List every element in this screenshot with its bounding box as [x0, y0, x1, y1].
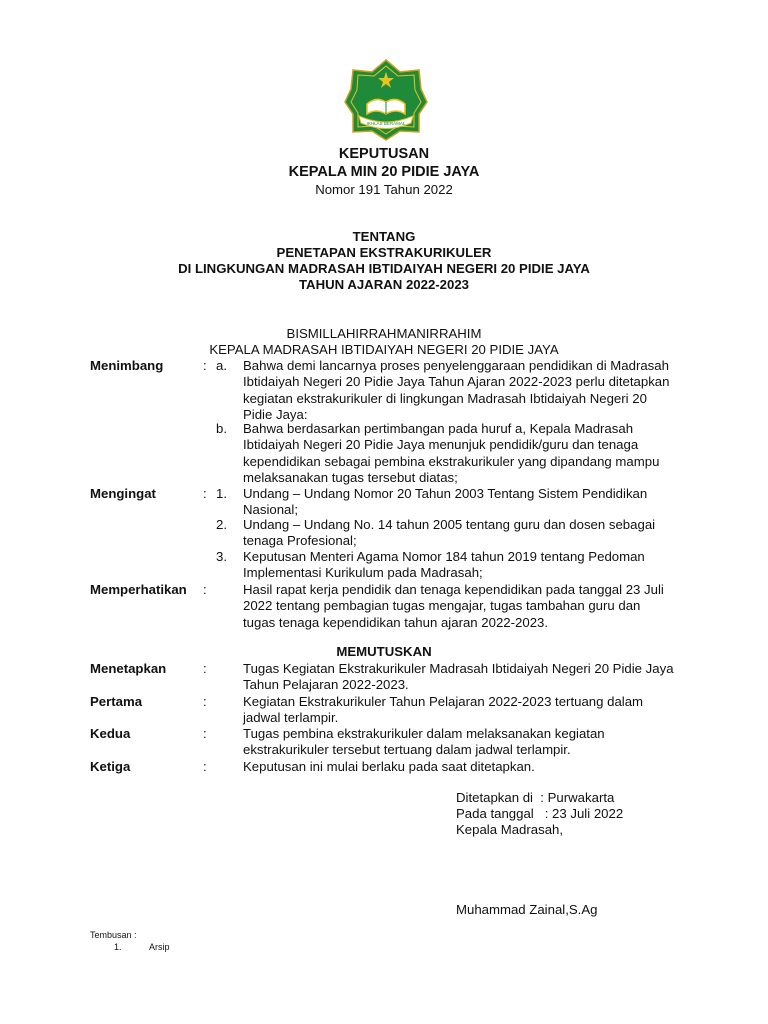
mengingat-3-line-2: Implementasi Kurikulum pada Madrasah;	[243, 565, 483, 581]
svg-text:IKHLAS BERAMAL: IKHLAS BERAMAL	[366, 121, 406, 126]
mengingat-2-line-2: tenaga Profesional;	[243, 533, 357, 549]
menetapkan-label: Menetapkan	[90, 661, 167, 676]
menimbang-marker-a: a.	[216, 358, 227, 373]
kedua-text	[243, 726, 713, 759]
signature-role: Kepala Madrasah,	[456, 822, 564, 837]
ketiga-text	[243, 759, 713, 775]
menimbang-marker-b: b.	[216, 421, 227, 436]
about-line-2: DI LINGKUNGAN MADRASAH IBTIDAIYAH NEGERI 20 PIDIE JAYA	[178, 261, 590, 276]
ketiga-line-1: Keputusan ini mulai berlaku pada saat ditetapkan.	[243, 759, 535, 774]
mengingat-colon: :	[203, 486, 207, 501]
document-title: KEPUTUSAN	[338, 146, 430, 162]
memperhatikan-text	[243, 582, 713, 631]
menimbang-colon: :	[203, 358, 207, 373]
menetapkan-text	[243, 661, 713, 694]
kedua-label: Kedua	[90, 726, 131, 741]
menimbang-item-b	[243, 421, 713, 486]
document-number: Nomor 191 Tahun 2022	[315, 182, 453, 197]
mengingat-item-3	[243, 549, 713, 582]
signatory-name: Muhammad Zainal,S.Ag	[456, 902, 598, 917]
mengingat-marker-3: 3.	[216, 549, 227, 564]
about-line-1: PENETAPAN EKSTRAKURIKULER	[276, 245, 492, 260]
memperhatikan-line-1: Hasil rapat kerja pendidik dan tenaga kependidikan pada tanggal 23 Juli	[243, 582, 664, 597]
menimbang-a-line-4: Pidie Jaya:	[243, 406, 308, 422]
issuer-heading: KEPALA MADRASAH IBTIDAIYAH NEGERI 20 PIDIE JAYA	[209, 342, 559, 357]
menetapkan-line-1: Tugas Kegiatan Ekstrakurikuler Madrasah Ibtidaiyah Negeri 20 Pidie Jaya	[243, 661, 674, 676]
mengingat-item-2	[243, 517, 713, 550]
menimbang-b-line-1: Bahwa berdasarkan pertimbangan pada huruf a, Kepala Madrasah	[243, 421, 634, 436]
pertama-text	[243, 694, 713, 727]
menetapkan-colon: :	[203, 661, 207, 676]
about-label: TENTANG	[352, 229, 416, 244]
ketiga-colon: :	[203, 759, 207, 774]
pertama-colon: :	[203, 694, 207, 709]
cc-label: Tembusan :	[90, 930, 137, 940]
menimbang-b-line-4: melaksanakan tugas tersebut diatas;	[243, 469, 458, 485]
cc-item-1: Arsip	[149, 942, 170, 952]
menimbang-b-line-3: kependidikan sebagai pembina ekstrakurikuler yang dipandang mampu	[243, 453, 660, 469]
kedua-colon: :	[203, 726, 207, 741]
pertama-line-1: Kegiatan Ekstrakurikuler Tahun Pelajaran 2022-2023 tertuang dalam	[243, 694, 644, 709]
menimbang-a-line-3: kegiatan ekstrakurikuler di lingkungan Madrasah Ibtidaiyah Negeri 20	[243, 390, 647, 406]
memperhatikan-colon: :	[203, 582, 207, 597]
menimbang-label: Menimbang	[90, 358, 164, 373]
menimbang-b-line-2: Ibtidaiyah Negeri 20 Pidie Jaya menunjuk pendidik/guru dan tenaga	[243, 437, 639, 453]
mengingat-label: Mengingat	[90, 486, 156, 501]
menimbang-item-a	[243, 358, 713, 423]
signature-date: Pada tanggal : 23 Juli 2022	[456, 806, 624, 821]
memperhatikan-line-3: tugas tenaga kependidikan tahun ajaran 2022-2023.	[243, 614, 549, 630]
memperhatikan-line-2: 2022 tentang pembagian tugas mengajar, tugas tambahan guru dan	[243, 598, 641, 614]
mengingat-item-1	[243, 486, 713, 519]
mengingat-1-line-2: Nasional;	[243, 502, 298, 518]
memperhatikan-label: Memperhatikan	[90, 582, 187, 597]
pertama-label: Pertama	[90, 694, 143, 709]
mengingat-marker-1: 1.	[216, 486, 227, 501]
kedua-line-2: ekstrakurikuler tersebut tertuang dalam jadwal terlampir.	[243, 742, 571, 758]
mengingat-2-line-1: Undang – Undang No. 14 tahun 2005 tentang guru dan dosen sebagai	[243, 517, 656, 532]
basmalah: BISMILLAHIRRAHMANIRRAHIM	[286, 326, 482, 341]
menetapkan-line-2: Tahun Pelajaran 2022-2023.	[243, 677, 409, 693]
mengingat-1-line-1: Undang – Undang Nomor 20 Tahun 2003 Tentang Sistem Pendidikan	[243, 486, 648, 501]
decision-heading: MEMUTUSKAN	[336, 644, 432, 659]
ketiga-label: Ketiga	[90, 759, 131, 774]
ministry-logo	[343, 58, 429, 142]
cc-marker-1: 1.	[114, 942, 122, 952]
document-subtitle: KEPALA MIN 20 PIDIE JAYA	[288, 164, 480, 180]
signature-place: Ditetapkan di : Purwakarta	[456, 790, 615, 805]
pertama-line-2: jadwal terlampir.	[243, 710, 339, 726]
mengingat-3-line-1: Keputusan Menteri Agama Nomor 184 tahun 2019 tentang Pedoman	[243, 549, 645, 564]
kedua-line-1: Tugas pembina ekstrakurikuler dalam melaksanakan kegiatan	[243, 726, 605, 741]
about-line-3: TAHUN AJARAN 2022-2023	[298, 277, 470, 292]
mengingat-marker-2: 2.	[216, 517, 227, 532]
menimbang-a-line-1: Bahwa demi lancarnya proses penyelenggaraan pendidikan di Madrasah	[243, 358, 669, 373]
menimbang-a-line-2: Ibtidaiyah Negeri 20 Pidie Jaya Tahun Ajaran 2022-2023 perlu ditetapkan	[243, 374, 670, 390]
